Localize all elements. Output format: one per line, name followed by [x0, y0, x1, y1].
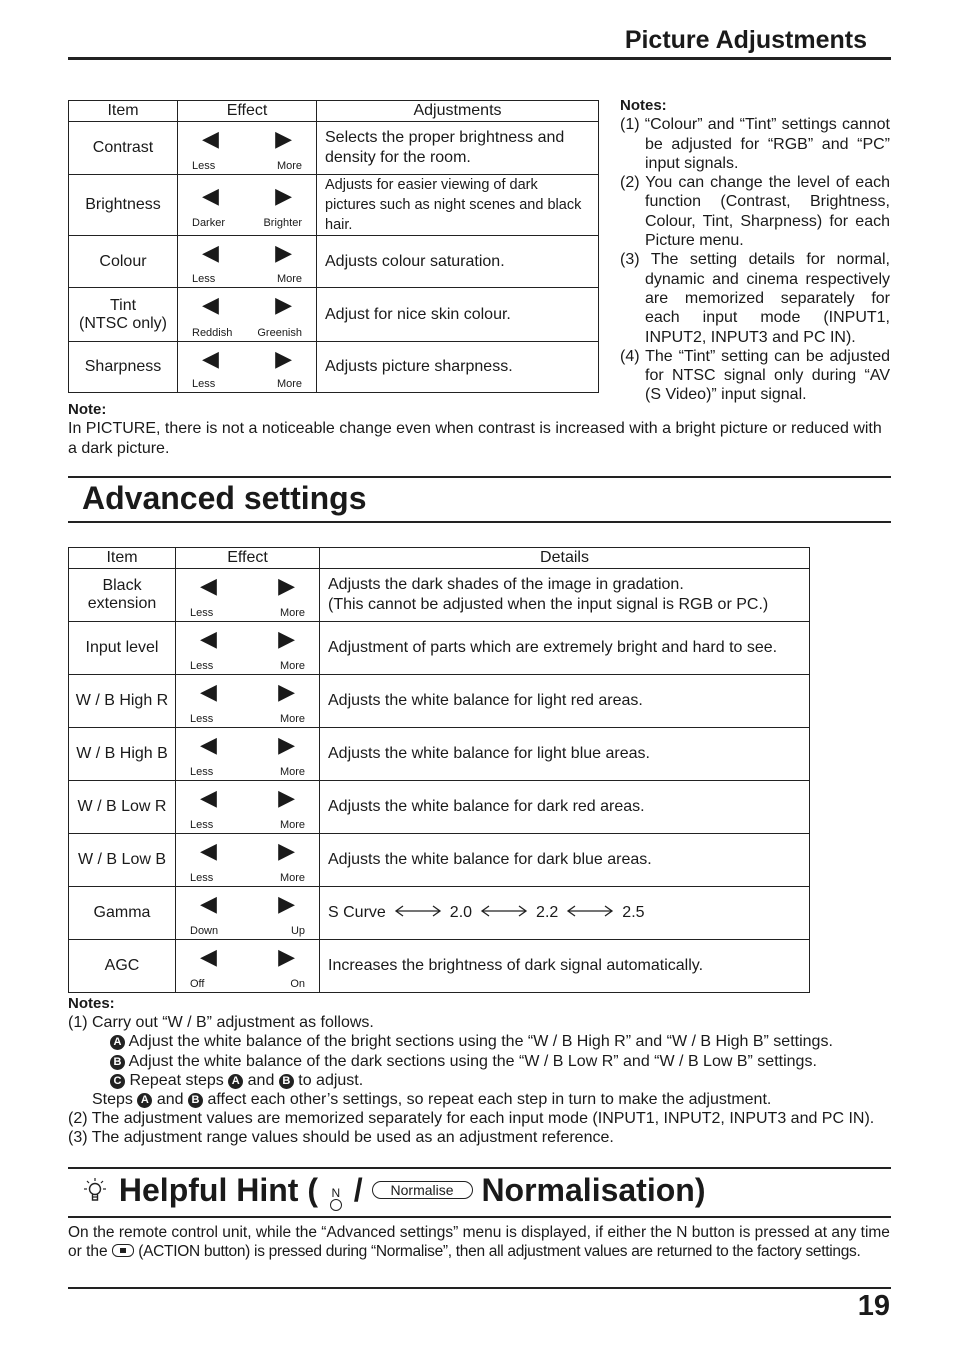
- effect-control: [176, 675, 319, 727]
- effect-control: [176, 728, 319, 780]
- left-triangle-icon: ◀: [200, 573, 217, 598]
- table-row: [69, 175, 599, 236]
- effect-left-label: Less: [192, 160, 216, 172]
- effect-control: [176, 781, 319, 833]
- table-row: [69, 940, 810, 993]
- item-cell: W / B Low R: [69, 781, 176, 834]
- effect-cell: [176, 569, 320, 622]
- effect-cell: [178, 175, 317, 236]
- footer-rule: [68, 1287, 891, 1289]
- effect-control: [176, 887, 319, 939]
- step-c-text: to adjust.: [298, 1071, 364, 1089]
- step-a: [68, 1032, 898, 1051]
- effect-left-label: Less: [192, 273, 216, 285]
- item-cell: Contrast: [69, 122, 178, 175]
- table-row: [69, 622, 810, 675]
- gamma-value: 2.0: [449, 904, 473, 921]
- effect-left-label: Darker: [192, 217, 226, 229]
- effect-right-label: More: [279, 713, 305, 725]
- description-cell: Adjusts the white balance for dark blue areas.: [320, 834, 810, 887]
- item-cell: Tint (NTSC only): [69, 288, 178, 342]
- effect-control: [176, 940, 319, 992]
- table-row: [69, 834, 810, 887]
- note-heading: Note:: [68, 401, 107, 418]
- left-triangle-icon: ◀: [200, 626, 217, 651]
- effect-control: [178, 288, 316, 341]
- item-cell: Input level: [69, 622, 176, 675]
- column-header: Item: [69, 101, 178, 122]
- table-row: [69, 342, 599, 393]
- left-triangle-icon: ◀: [200, 785, 217, 810]
- column-header: Details: [320, 548, 810, 569]
- table-row: [69, 122, 599, 175]
- right-triangle-icon: ▶: [278, 891, 295, 916]
- hint-title-start: Helpful Hint (: [118, 1172, 318, 1208]
- table-row: [69, 569, 810, 622]
- effect-cell: [176, 887, 320, 940]
- right-triangle-icon: ▶: [278, 679, 295, 704]
- description-cell: Adjusts the white balance for light red areas.: [320, 675, 810, 728]
- right-triangle-icon: ▶: [278, 626, 295, 651]
- left-triangle-icon: ◀: [202, 183, 219, 208]
- action-button-icon: [112, 1244, 134, 1257]
- table-header-row: [69, 101, 599, 122]
- step-a-marker: A: [228, 1074, 243, 1089]
- right-triangle-icon: ▶: [275, 346, 292, 371]
- effect-control: [178, 122, 316, 174]
- effect-cell: [178, 288, 317, 342]
- hint-text-part: (ACTION button) is pressed during “Normalise”, then all adjustment values are returned to the factory settings.: [138, 1243, 861, 1260]
- description-cell: Selects the proper brightness and density for the room.: [317, 122, 599, 175]
- n-button-icon: [327, 1187, 345, 1211]
- table-row: [69, 675, 810, 728]
- column-header: Effect: [176, 548, 320, 569]
- table-row: [69, 781, 810, 834]
- notes-heading: Notes:: [68, 995, 115, 1012]
- right-triangle-icon: ▶: [278, 785, 295, 810]
- left-triangle-icon: ◀: [200, 891, 217, 916]
- column-header: Effect: [178, 101, 317, 122]
- hint-slash: /: [353, 1172, 363, 1208]
- page-number: 19: [857, 1290, 890, 1322]
- left-triangle-icon: ◀: [200, 838, 217, 863]
- effect-cell: [176, 622, 320, 675]
- table-row: [69, 236, 599, 288]
- left-triangle-icon: ◀: [202, 346, 219, 371]
- gamma-value: 2.5: [622, 904, 645, 921]
- effect-control: [178, 342, 316, 392]
- right-triangle-icon: ▶: [275, 126, 292, 151]
- effect-cell: [178, 122, 317, 175]
- gamma-cell: [320, 887, 810, 940]
- effect-left-label: Down: [190, 925, 219, 937]
- right-triangle-icon: ▶: [278, 838, 295, 863]
- note-item: (4) The “Tint” setting can be adjusted for NTSC signal only during “AV (S Video)” input signal.: [620, 347, 890, 404]
- table-row: [69, 887, 810, 940]
- advanced-notes: [68, 994, 898, 1148]
- lightbulb-icon: [80, 1176, 110, 1206]
- section-rule: [68, 476, 891, 478]
- step-a-marker: A: [110, 1035, 125, 1050]
- steps-text: Steps: [92, 1091, 133, 1109]
- effect-left-label: Less: [190, 660, 214, 672]
- picture-notes: [620, 96, 890, 405]
- description-cell: Adjusts for easier viewing of dark pictures such as night scenes and black hair.: [317, 175, 599, 236]
- left-triangle-icon: ◀: [202, 292, 219, 317]
- picture-note: [68, 400, 893, 458]
- double-arrow-icon: [566, 905, 614, 917]
- step-c: [68, 1071, 898, 1090]
- effect-left-label: Less: [192, 378, 216, 390]
- item-cell: AGC: [69, 940, 176, 993]
- effect-right-label: More: [276, 378, 302, 390]
- column-header: Adjustments: [317, 101, 599, 122]
- gamma-value: 2.2: [536, 904, 559, 921]
- effect-left-label: Less: [190, 872, 214, 884]
- page-section-title: Picture Adjustments: [624, 26, 867, 54]
- effect-right-label: Greenish: [257, 327, 302, 339]
- section-rule: [68, 1167, 891, 1169]
- double-arrow-icon: [394, 905, 442, 917]
- description-cell: Adjustment of parts which are extremely bright and hard to see.: [320, 622, 810, 675]
- description-cell: Adjusts the white balance for dark red areas.: [320, 781, 810, 834]
- step-c-text: Repeat steps: [129, 1071, 224, 1089]
- advanced-settings-table: [68, 547, 810, 993]
- notes-heading: Notes:: [620, 97, 667, 114]
- right-triangle-icon: ▶: [275, 183, 292, 208]
- item-cell: Sharpness: [69, 342, 178, 393]
- right-triangle-icon: ▶: [278, 944, 295, 969]
- description-cell: Adjusts picture sharpness.: [317, 342, 599, 393]
- step-c-text: and: [247, 1071, 275, 1089]
- section-rule: [68, 1216, 891, 1218]
- gamma-value: S Curve: [328, 904, 386, 921]
- note-text: In PICTURE, there is not a noticeable change even when contrast is increased with a bright picture or reduced with a dark picture.: [68, 420, 882, 457]
- step-a-text: Adjust the white balance of the bright sections using the “W / B High R” and “W / B High B” settings.: [128, 1033, 833, 1051]
- item-cell: Brightness: [69, 175, 178, 236]
- effect-cell: [178, 236, 317, 288]
- right-triangle-icon: ▶: [275, 240, 292, 265]
- note-item: (2) The adjustment values are memorized separately for each input mode (INPUT1, INPUT2, INPUT3 and PC IN).: [68, 1110, 875, 1128]
- right-triangle-icon: ▶: [278, 732, 295, 757]
- table-header-row: [69, 548, 810, 569]
- step-b-marker: B: [188, 1093, 203, 1108]
- effect-right-label: More: [276, 160, 302, 172]
- effect-control: [176, 569, 319, 621]
- steps-text: and: [156, 1091, 184, 1109]
- effect-cell: [176, 940, 320, 993]
- double-arrow-icon: [480, 905, 528, 917]
- effect-cell: [176, 675, 320, 728]
- steps-text: affect each other’s settings, so repeat each step in turn to make the adjustment.: [207, 1091, 772, 1109]
- right-triangle-icon: ▶: [278, 573, 295, 598]
- effect-right-label: More: [279, 660, 305, 672]
- note-item: (1) “Colour” and “Tint” settings cannot be adjusted for “RGB” and “PC” input signals.: [620, 116, 890, 172]
- step-a-marker: A: [137, 1093, 152, 1108]
- left-triangle-icon: ◀: [202, 126, 219, 151]
- effect-control: [178, 236, 316, 287]
- step-b-text: Adjust the white balance of the dark sections using the “W / B Low R” and “W / B Low B” settings.: [128, 1052, 817, 1070]
- note-item: (2) You can change the level of each function (Contrast, Brightness, Colour, Tint, Sharpness) for each Picture menu.: [620, 174, 890, 250]
- effect-left-label: Less: [190, 607, 214, 619]
- effect-right-label: More: [279, 607, 305, 619]
- effect-left-label: Reddish: [192, 327, 233, 339]
- description-cell: Adjusts the dark shades of the image in gradation. (This cannot be adjusted when the input signal is RGB or PC.): [320, 569, 810, 622]
- left-triangle-icon: ◀: [200, 732, 217, 757]
- effect-right-label: Brighter: [263, 217, 302, 229]
- item-cell: Gamma: [69, 887, 176, 940]
- n-button-label: N: [331, 1186, 341, 1200]
- effect-control: [178, 179, 316, 231]
- item-cell: Colour: [69, 236, 178, 288]
- effect-right-label: More: [276, 273, 302, 285]
- effect-left-label: Off: [190, 978, 205, 990]
- steps-remark: [68, 1090, 898, 1109]
- description-cell: Adjusts the white balance for light blue areas.: [320, 728, 810, 781]
- right-triangle-icon: ▶: [275, 292, 292, 317]
- table-row: [69, 288, 599, 342]
- table-row: [69, 728, 810, 781]
- effect-left-label: Less: [190, 819, 214, 831]
- effect-right-label: On: [290, 978, 305, 990]
- step-b-marker: B: [110, 1055, 125, 1070]
- normalise-button-icon: Normalise: [372, 1181, 473, 1199]
- note-item: (3) The setting details for normal, dynamic and cinema respectively are memorized separately for each input mode (INPUT1, INPUT2, INPUT3 and PC IN).: [620, 251, 890, 346]
- left-triangle-icon: ◀: [200, 679, 217, 704]
- effect-right-label: More: [279, 819, 305, 831]
- effect-control: [176, 622, 319, 674]
- effect-cell: [178, 342, 317, 393]
- item-cell: W / B High R: [69, 675, 176, 728]
- effect-cell: [176, 781, 320, 834]
- effect-cell: [176, 728, 320, 781]
- effect-control: [176, 834, 319, 886]
- effect-right-label: Up: [290, 925, 305, 937]
- hint-text-part: On the remote control unit, while the “Advanced settings” menu is displayed, if either the N button is pressed at any time or the: [68, 1224, 890, 1260]
- hint-text: [68, 1223, 893, 1261]
- effect-cell: [176, 834, 320, 887]
- hint-title-end: Normalisation): [481, 1172, 706, 1208]
- picture-adjustments-table: [68, 100, 599, 393]
- description-cell: Adjust for nice skin colour.: [317, 288, 599, 342]
- left-triangle-icon: ◀: [200, 944, 217, 969]
- note-item: (3) The adjustment range values should be used as an adjustment reference.: [68, 1129, 614, 1147]
- header-rule: [68, 57, 891, 60]
- column-header: Item: [69, 548, 176, 569]
- left-triangle-icon: ◀: [202, 240, 219, 265]
- item-cell: W / B High B: [69, 728, 176, 781]
- step-b-marker: B: [279, 1074, 294, 1089]
- helpful-hint-heading: [80, 1172, 705, 1211]
- effect-left-label: Less: [190, 713, 214, 725]
- note-item: (1) Carry out “W / B” adjustment as follows.: [68, 1014, 374, 1032]
- effect-right-label: More: [279, 872, 305, 884]
- advanced-settings-heading: Advanced settings: [82, 480, 367, 516]
- description-cell: Adjusts colour saturation.: [317, 236, 599, 288]
- step-c-marker: C: [110, 1074, 125, 1089]
- step-b: [68, 1052, 898, 1071]
- item-cell: W / B Low B: [69, 834, 176, 887]
- description-cell: Increases the brightness of dark signal automatically.: [320, 940, 810, 993]
- section-rule: [68, 521, 891, 523]
- effect-left-label: Less: [190, 766, 214, 778]
- item-cell: Black extension: [69, 569, 176, 622]
- effect-right-label: More: [279, 766, 305, 778]
